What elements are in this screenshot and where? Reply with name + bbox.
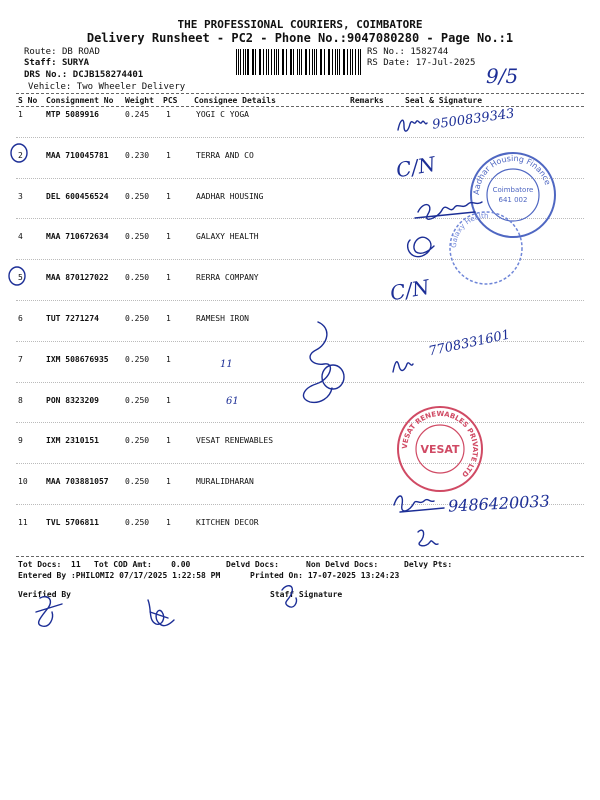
col-seal: Seal & Signature [405,96,483,105]
col-consignee: Consignee Details [194,96,276,105]
vesat-renewables-stamp [395,404,485,494]
cell-sno: 2 [18,150,23,160]
barcode-bar [312,49,313,75]
cell-weight: 0.250 [125,477,150,487]
delvd-docs: Delvd Docs: [226,560,279,569]
cell-cons: IXM 2310151 [46,436,99,446]
svg-text:Galaxy Health: Galaxy Health [449,211,489,249]
handwritten-tick-row8: 61 [226,396,239,407]
verified-by-signature [36,597,62,627]
cell-consignee: TERRA AND CO [196,150,254,160]
cell-pcs: 1 [166,354,171,364]
rs-no-value: 1582744 [410,47,449,57]
staff-line: Staff: SURYA [24,58,90,68]
col-pcs: PCS [163,96,178,105]
handwritten-phone-row10: 9486420033 [447,491,551,516]
row-separator [16,422,584,423]
cell-pcs: 1 [166,518,171,527]
cell-cons: MAA 710045781 [46,150,109,160]
svg-text:VESAT: VESAT [420,443,460,456]
barcode-bar [344,49,345,75]
cell-sno: 7 [18,354,23,364]
entered-by: Entered By :PHILOMI2 07/17/2025 1:22:58 PM [18,571,221,580]
cell-weight: 0.250 [125,314,150,323]
barcode-bar [236,49,237,75]
col-consignment: Consignment No [46,96,114,105]
barcode-bar [247,49,248,75]
verified-by-label: Verified By [18,590,71,599]
cell-weight: 0.250 [125,518,150,527]
svg-text:Coimbatore: Coimbatore [492,186,534,194]
cell-weight: 0.250 [125,273,150,283]
handwritten-count: 9/5 [486,64,519,88]
cell-consignee: KITCHEN DECOR [196,518,259,527]
rs-date-line: RS Date: 17-Jul-2025 [367,58,476,68]
cell-consignee: AADHAR HOUSING [196,191,264,201]
cell-pcs: 1 [166,110,171,119]
svg-text:641 002: 641 002 [498,196,528,204]
row-separator [16,137,584,138]
barcode-bar [355,49,356,75]
printed-on: Printed On: 17-07-2025 13:24:23 [250,571,400,580]
cell-cons: DEL 600456524 [46,191,109,201]
cell-weight: 0.245 [125,110,150,119]
cell-consignee: VESAT RENEWABLES [196,436,274,446]
row-separator [16,463,584,464]
barcode-bar [255,49,256,75]
signature-row11 [418,530,438,546]
handwritten-phone-row7: 7708331601 [427,327,512,360]
cell-weight: 0.250 [125,232,150,242]
entered-by-signature [148,600,174,626]
col-sno: S No [18,96,38,105]
cell-consignee: RERRA COMPANY [196,273,259,283]
cell-consignee: RAMESH IRON [196,314,249,323]
staff-signature-label: Staff Signature [270,590,343,599]
cell-cons: MAA 703881057 [46,477,109,487]
cell-sno: 1 [18,110,23,119]
cell-cons: MTP 5089916 [46,110,99,119]
galaxy-health-stamp [446,208,526,288]
cell-cons: MAA 870127022 [46,273,109,283]
vehicle-line: Vehicle: Two Wheeler Delivery [28,82,186,92]
cell-weight: 0.250 [125,354,150,364]
barcode-bar [286,49,287,75]
cell-weight: 0.250 [125,436,150,446]
cell-sno: 3 [18,191,23,201]
svg-text:Aadhar Housing Finance: Aadhar Housing Finance [471,153,553,196]
cell-cons: MAA 710672634 [46,232,109,242]
cell-pcs: 1 [166,477,171,487]
tot-docs: Tot Docs: 11 [18,560,81,569]
signature-row7-name [393,362,413,372]
cell-pcs: 1 [166,395,171,405]
cell-sno: 9 [18,436,23,446]
cell-weight: 0.250 [125,395,150,405]
cell-consignee: GALAXY HEALTH [196,232,259,242]
barcode-bar [243,49,244,75]
cell-pcs: 1 [166,273,171,283]
cell-pcs: 1 [166,436,171,446]
company-title: THE PROFESSIONAL COURIERS, COIMBATORE [177,18,423,31]
cell-sno: 8 [18,395,23,405]
cell-pcs: 1 [166,232,171,242]
tot-cod: Tot COD Amt: 0.00 [94,560,191,569]
rs-date-value: 17-Jul-2025 [415,58,476,68]
cell-cons: TVL 5706811 [46,518,99,527]
handwritten-tick-row7: 11 [220,359,233,370]
cell-pcs: 1 [166,191,171,201]
handwritten-cn-row2: C/N [394,151,438,183]
entered-by-value: PHILOMI2 07/17/2025 1:22:58 PM [75,571,221,580]
non-delvd-docs: Non Delvd Docs: [306,560,379,569]
signature-row1 [398,120,427,131]
barcode-bar [329,49,330,75]
barcode-bar [293,49,294,75]
cell-cons: IXM 508676935 [46,354,109,364]
rs-no-line: RS No.: 1582744 [367,47,449,57]
svg-text:VESAT RENEWABLES PRIVATE LTD: VESAT RENEWABLES PRIVATE LTD [400,409,480,479]
barcode-bar [301,49,302,75]
barcode-bar [274,49,275,75]
tot-docs-value: 11 [71,560,81,569]
col-remarks: Remarks [350,96,384,105]
barcode [236,49,362,75]
signature-row10-underline [400,508,444,512]
printed-on-value: 17-07-2025 13:24:23 [307,571,400,580]
route-line: Route: DB ROAD [24,47,100,57]
cell-consignee: YOGI C YOGA [196,110,249,119]
cell-cons: TUT 7271274 [46,314,99,323]
cell-consignee: MURALIDHARAN [196,477,254,487]
cell-pcs: 1 [166,150,171,160]
cell-pcs: 1 [166,314,171,323]
route-value: DB ROAD [61,47,100,57]
cell-sno: 4 [18,232,23,242]
table-top-rule [16,93,584,94]
staff-value: SURYA [61,58,90,68]
handwritten-phone-row1: 9500839343 [431,106,516,133]
circle-row-8 [322,365,344,389]
cell-cons: PON 8323209 [46,395,99,405]
barcode-bar [337,49,338,75]
barcode-bar [305,49,306,75]
signature-row4 [408,237,434,257]
barcode-bar [316,49,317,75]
footer-rule [16,556,584,557]
drs-value: DCJB158274401 [72,70,144,80]
col-weight: Weight [125,96,154,105]
drs-line: DRS No.: DCJB158274401 [24,70,144,80]
vehicle-value: Two Wheeler Delivery [76,82,186,92]
cell-sno: 6 [18,314,23,323]
barcode-bar [260,49,261,75]
barcode-bar [283,49,284,75]
table-header-rule [16,106,584,107]
barcode-bar [352,49,353,75]
signature-row7 [303,322,332,402]
cell-sno: 11 [18,518,28,527]
runsheet-subtitle: Delivery Runsheet - PC2 - Phone No.:9047080280 - Page No.:1 [86,31,514,45]
cell-sno: 10 [18,477,28,487]
row-separator [16,382,584,383]
barcode-bar [324,49,325,75]
cell-weight: 0.250 [125,191,150,201]
delvy-pts: Delvy Pts: [404,560,453,569]
handwritten-cn-row5: C/N [388,274,432,306]
cell-sno: 5 [18,273,23,283]
barcode-bar [268,49,269,75]
cell-weight: 0.230 [125,150,150,160]
tot-cod-value: 0.00 [171,560,191,569]
row-separator [16,300,584,301]
